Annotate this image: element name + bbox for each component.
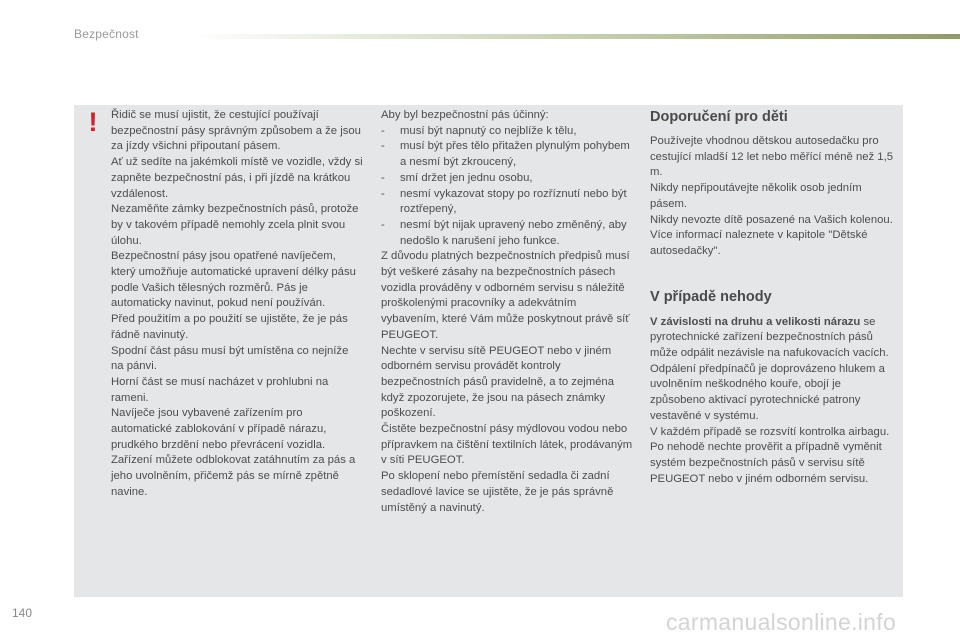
- paragraph: Před použitím a po použití se ujistěte, že je pás řádně navinutý.: [111, 313, 348, 341]
- paragraph: Nikdy nepřipoutávejte několik osob jedním pásem.: [650, 182, 862, 210]
- list-item: - musí být napnutý co nejblíže k tělu,: [381, 124, 633, 140]
- paragraph: Bezpečnostní pásy jsou opatřené navíječem, který umožňuje automatické upravení délky pásu podle Vašich tělesných rozměrů. Pás je automaticky navinut, pokud není používán.: [111, 250, 356, 310]
- paragraph: Po sklopení nebo přemístění sedadla či zadní sedadlové lavice se ujistěte, že je pás správně umístěný a navinutý.: [381, 470, 614, 514]
- accident-heading: V případě nehody: [650, 288, 772, 305]
- requirements-list: [381, 124, 633, 250]
- paragraph: Navíječe jsou vybavené zařízením pro automatické zablokování v případě nárazu, prudkého brzdění nebo převrácení vozidla.: [111, 407, 327, 451]
- accident-lead-rest: se pyrotechnické zařízení bezpečnostních pásů může odpálit nezávisle na nafukovacích vacích. Odpálení předpínačů je doprovázeno hlukem a uvolněním neškodného kouře, obojí je způsobeno aktivací pyrotechnické patrony vestavěné v systému.: [650, 315, 889, 422]
- paragraph: Ať už sedíte na jakémkoli místě ve vozidle, vždy si zapněte bezpečnostní pás, i při jízdě na krátkou vzdálenost.: [111, 156, 363, 200]
- list-item: - nesmí vykazovat stopy po rozříznutí nebo být roztřepený,: [381, 187, 633, 218]
- paragraph: Používejte vhodnou dětskou autosedačku pro cestující mladší 12 let nebo měřící méně než 1,5 m.: [650, 135, 894, 179]
- watermark: carmanualsonline.info: [666, 609, 897, 635]
- paragraph: Po nehodě nechte prověřit a případně vyměnit systém bezpečnostních pásů v servisu sítě PEUGEOT nebo v jiném odborném servisu.: [650, 441, 882, 485]
- paragraph: Čistěte bezpečnostní pásy mýdlovou vodou nebo přípravkem na čištění textilních látek, prodávaným v síti PEUGEOT.: [381, 423, 633, 467]
- paragraph: Řidič se musí ujistit, že cestující používají bezpečnostní pásy správným způsobem a že jsou za jízdy všichni připoutaní pásem.: [111, 109, 361, 153]
- paragraph: Nechte v servisu sítě PEUGEOT nebo v jiném odborném servisu provádět kontroly bezpečnostních pásů pravidelně, a to zejména když zpozorujete, že jsou na pásech známky poškození.: [381, 344, 614, 420]
- paragraph: V každém případě se rozsvítí kontrolka airbagu.: [650, 425, 890, 438]
- page-number: 140: [12, 606, 33, 620]
- section-title: Bezpečnost: [74, 27, 139, 41]
- warning-column: [111, 108, 363, 501]
- paragraph: Spodní část pásu musí být umístěna co nejníže na pánvi.: [111, 344, 349, 373]
- list-item: - smí držet jen jednu osobu,: [381, 171, 633, 187]
- header-gradient-bar: [192, 34, 960, 39]
- list-item: - nesmí být nijak upravený nebo změněný, aby nedošlo k narušení jeho funkce.: [381, 218, 633, 249]
- accident-lead: V závislosti na druhu a velikosti nárazu: [650, 315, 861, 328]
- paragraph: Z důvodu platných bezpečnostních předpisů musí být veškeré zásahy na bezpečnostních pásech vozidla prováděny v odborném servisu s náležitě proškolenými pracovníky a adekvátním vybavením, které Vám může poskytnout právě síť PEUGEOT.: [381, 250, 630, 341]
- exclamation-icon: !: [88, 107, 98, 137]
- paragraph: Nezaměňte zámky bezpečnostních pásů, protože by v takovém případě nemohly zcela plnit svou úlohu.: [111, 203, 359, 247]
- paragraph: Více informací naleznete v kapitole "Dětské autosedačky".: [650, 229, 868, 257]
- list-item: - musí být přes tělo přitažen plynulým pohybem a nesmí být zkroucený,: [381, 139, 633, 170]
- paragraph: Nikdy nevozte dítě posazené na Vašich kolenou.: [650, 213, 893, 226]
- accident-paragraph: [650, 315, 898, 425]
- intro-text: Aby byl bezpečnostní pás účinný:: [381, 109, 549, 121]
- belt-requirements-column: [381, 108, 633, 516]
- children-heading: Doporučení pro děti: [650, 109, 788, 125]
- paragraph: Horní část se musí nacházet v prohlubni na rameni.: [111, 375, 329, 404]
- paragraph: Zařízení můžete odblokovat zatáhnutím za pás a jeho uvolněním, přičemž pás se mírně zpětně navine.: [111, 454, 356, 498]
- recommendations-column: [650, 108, 898, 487]
